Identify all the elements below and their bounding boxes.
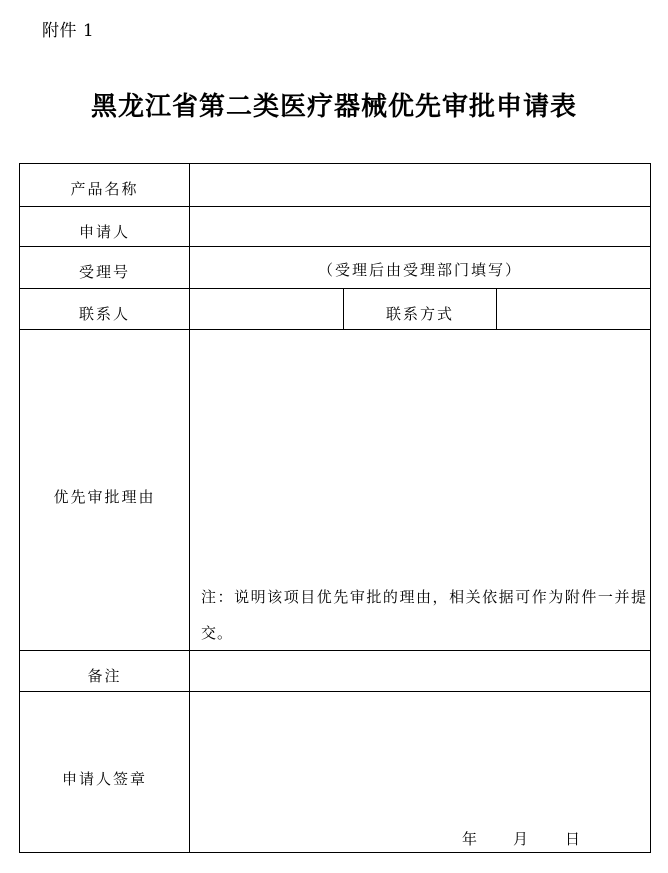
form-title: 黑龙江省第二类医疗器械优先审批申请表 <box>90 92 577 122</box>
date-month: 月 <box>513 830 529 848</box>
acceptance-number-value: （受理后由受理部门填写） <box>317 260 522 279</box>
remarks-label: 备注 <box>87 666 122 685</box>
acceptance-number-label: 受理号 <box>78 262 130 281</box>
contact-method-field[interactable] <box>497 288 650 329</box>
date-year: 年 <box>462 830 478 848</box>
product-name-field[interactable] <box>190 164 650 206</box>
contact-person-field[interactable] <box>190 288 343 329</box>
applicant-signature-label: 申请人签章 <box>61 769 147 788</box>
date-day: 日 <box>565 830 581 848</box>
applicant-label: 申请人 <box>78 222 130 241</box>
attachment-label: 附件 1 <box>42 21 95 41</box>
product-name-label: 产品名称 <box>70 179 139 198</box>
priority-reason-note: 注：说明该项目优先审批的理由，相关依据可作为附件一并提交。 <box>201 588 647 642</box>
applicant-field[interactable] <box>190 206 650 246</box>
remarks-field[interactable] <box>190 650 650 691</box>
contact-person-label: 联系人 <box>78 304 130 323</box>
priority-reason-label: 优先审批理由 <box>53 487 156 506</box>
contact-method-label: 联系方式 <box>385 304 454 323</box>
application-form-table <box>19 163 651 853</box>
